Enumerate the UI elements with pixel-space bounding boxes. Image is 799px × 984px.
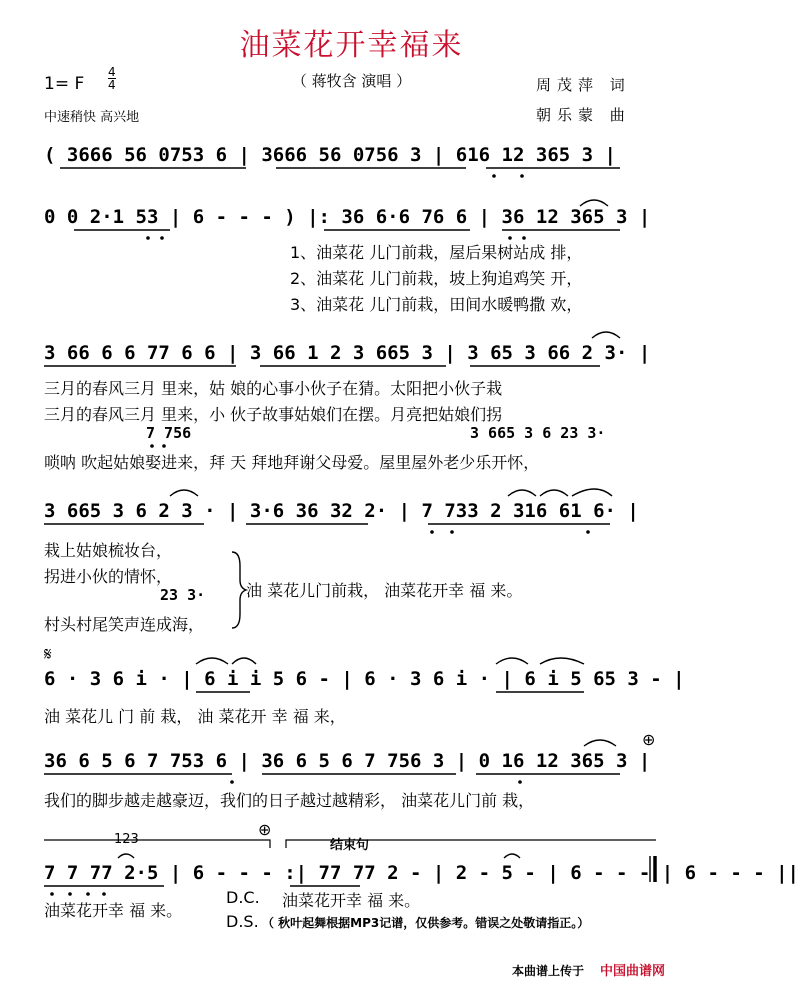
site-logo: 中国曲谱网 — [600, 964, 666, 979]
lyric-row-2-verse-1: 1、油菜花 儿门前栽，屋后果树站成 排， — [290, 243, 583, 262]
coda-sign-1: ⊕ — [642, 730, 656, 749]
notation-row-5: 6 · 3 6 i · | 6 i i 5 6 - | 6 · 3 6 i · | 6 i 5 65 3 - | — [44, 668, 685, 690]
time-top: 4 — [108, 65, 116, 79]
octave-dots — [50, 174, 590, 896]
segno-sign: 𝄋 — [44, 644, 52, 665]
upload-note: 本曲谱上传于 — [512, 964, 585, 978]
composer-credit: 朝乐蒙 曲 — [536, 106, 631, 124]
lyric-row-3-verse-2: 三月的春风三月 里来，小 伙子故事姑娘们在摆。月亮把姑娘们拐 — [44, 405, 503, 424]
slur-marks — [118, 200, 620, 858]
notation-row-4: 3 665 3 6 2 3 · | 3·6 36 32 2· | 7 733 2 316 61 6· | — [44, 500, 639, 522]
brace-mark — [232, 552, 246, 628]
lyric-row-2-verse-3: 3、油菜花 儿门前栽，田间水暖鸭撒 欢， — [290, 295, 583, 314]
notation-row-3: 3 66 6 6 77 6 6 | 3 66 1 2 3 665 3 | 3 65 3 66 2 3· | — [44, 342, 651, 364]
transcription-note: （ 秋叶起舞根据MP3记谱，仅供参考。错误之处敬请指正。） — [262, 916, 590, 930]
lyric-row-2-verse-2: 2、油菜花 儿门前栽，坡上狗追鸡笑 开， — [290, 269, 583, 288]
notation-row-6: 36 6 5 6 7 753 6 | 36 6 5 6 7 756 3 | 0 16 12 365 3 | — [44, 750, 651, 772]
coda-sign-2: ⊕ — [258, 820, 272, 839]
lyric-row-7-dc: 油菜花开幸 福 来。 — [282, 891, 421, 910]
variant-notes-3a: 7 756 — [146, 424, 192, 442]
lyric-row-4-verse-3: 村头村尾笑声连成海， — [44, 615, 205, 634]
notation-row-2: 0 0 2·1 53 | 6 - - - ) |: 36 6·6 76 6 | 36 12 365 3 | — [44, 206, 651, 228]
volta-1-label: 123 — [114, 832, 139, 847]
lyric-row-6: 我们的脚步越走越豪迈，我们的日子越过越精彩， 油菜花儿门前 栽， — [44, 791, 535, 810]
song-title: 油菜花开幸福来 — [239, 28, 464, 63]
variant-notes-3b: 3 665 3 6 23 3· — [470, 424, 606, 442]
notation-row-7: 7 7 77 2·5 | 6 - - - :| 77 77 2 - | 2 - 5 - | 6 - - - | 6 - - - || — [44, 862, 799, 884]
volta-2-label: 结束句 — [330, 838, 370, 853]
final-barline — [650, 856, 655, 882]
time-bottom: 4 — [108, 78, 116, 92]
lyricist-credit: 周茂萍 词 — [536, 76, 631, 94]
key-signature: 1= F — [44, 74, 85, 94]
notation-row-1: ( 3666 56 0753 6 | 3666 56 0756 3 | 616 12 365 3 | — [44, 144, 616, 166]
variant-notes-4: 23 3· — [160, 586, 206, 604]
lyric-row-4-verse-2: 拐进小伙的情怀， — [44, 567, 173, 586]
lyric-row-3-verse-1: 三月的春风三月 里来，姑 娘的心事小伙子在猜。太阳把小伙子栽 — [44, 379, 503, 398]
lyric-row-4-chorus: 油 菜花儿门前栽， 油菜花开幸 福 来。 — [246, 581, 523, 600]
lyric-row-5: 油 菜花儿 门 前 栽， 油 菜花开 幸 福 来， — [44, 707, 346, 726]
ds-marking: D.S. — [226, 912, 259, 931]
lyric-row-3-verse-3: 唢呐 吹起姑娘娶进来，拜 天 拜地拜谢父母爱。屋里屋外老少乐开怀， — [44, 453, 540, 472]
volta-brackets — [44, 840, 656, 848]
tempo-marking: 中速稍快 高兴地 — [44, 110, 140, 125]
beam-lines — [44, 168, 620, 886]
dc-marking: D.C. — [226, 888, 260, 907]
singer-credit: （ 蒋牧含 演唱 ） — [291, 72, 412, 90]
lyric-row-7: 油菜花开幸 福 来。 — [44, 901, 183, 920]
lyric-row-4-verse-1: 栽上姑娘梳妆台， — [44, 541, 173, 560]
